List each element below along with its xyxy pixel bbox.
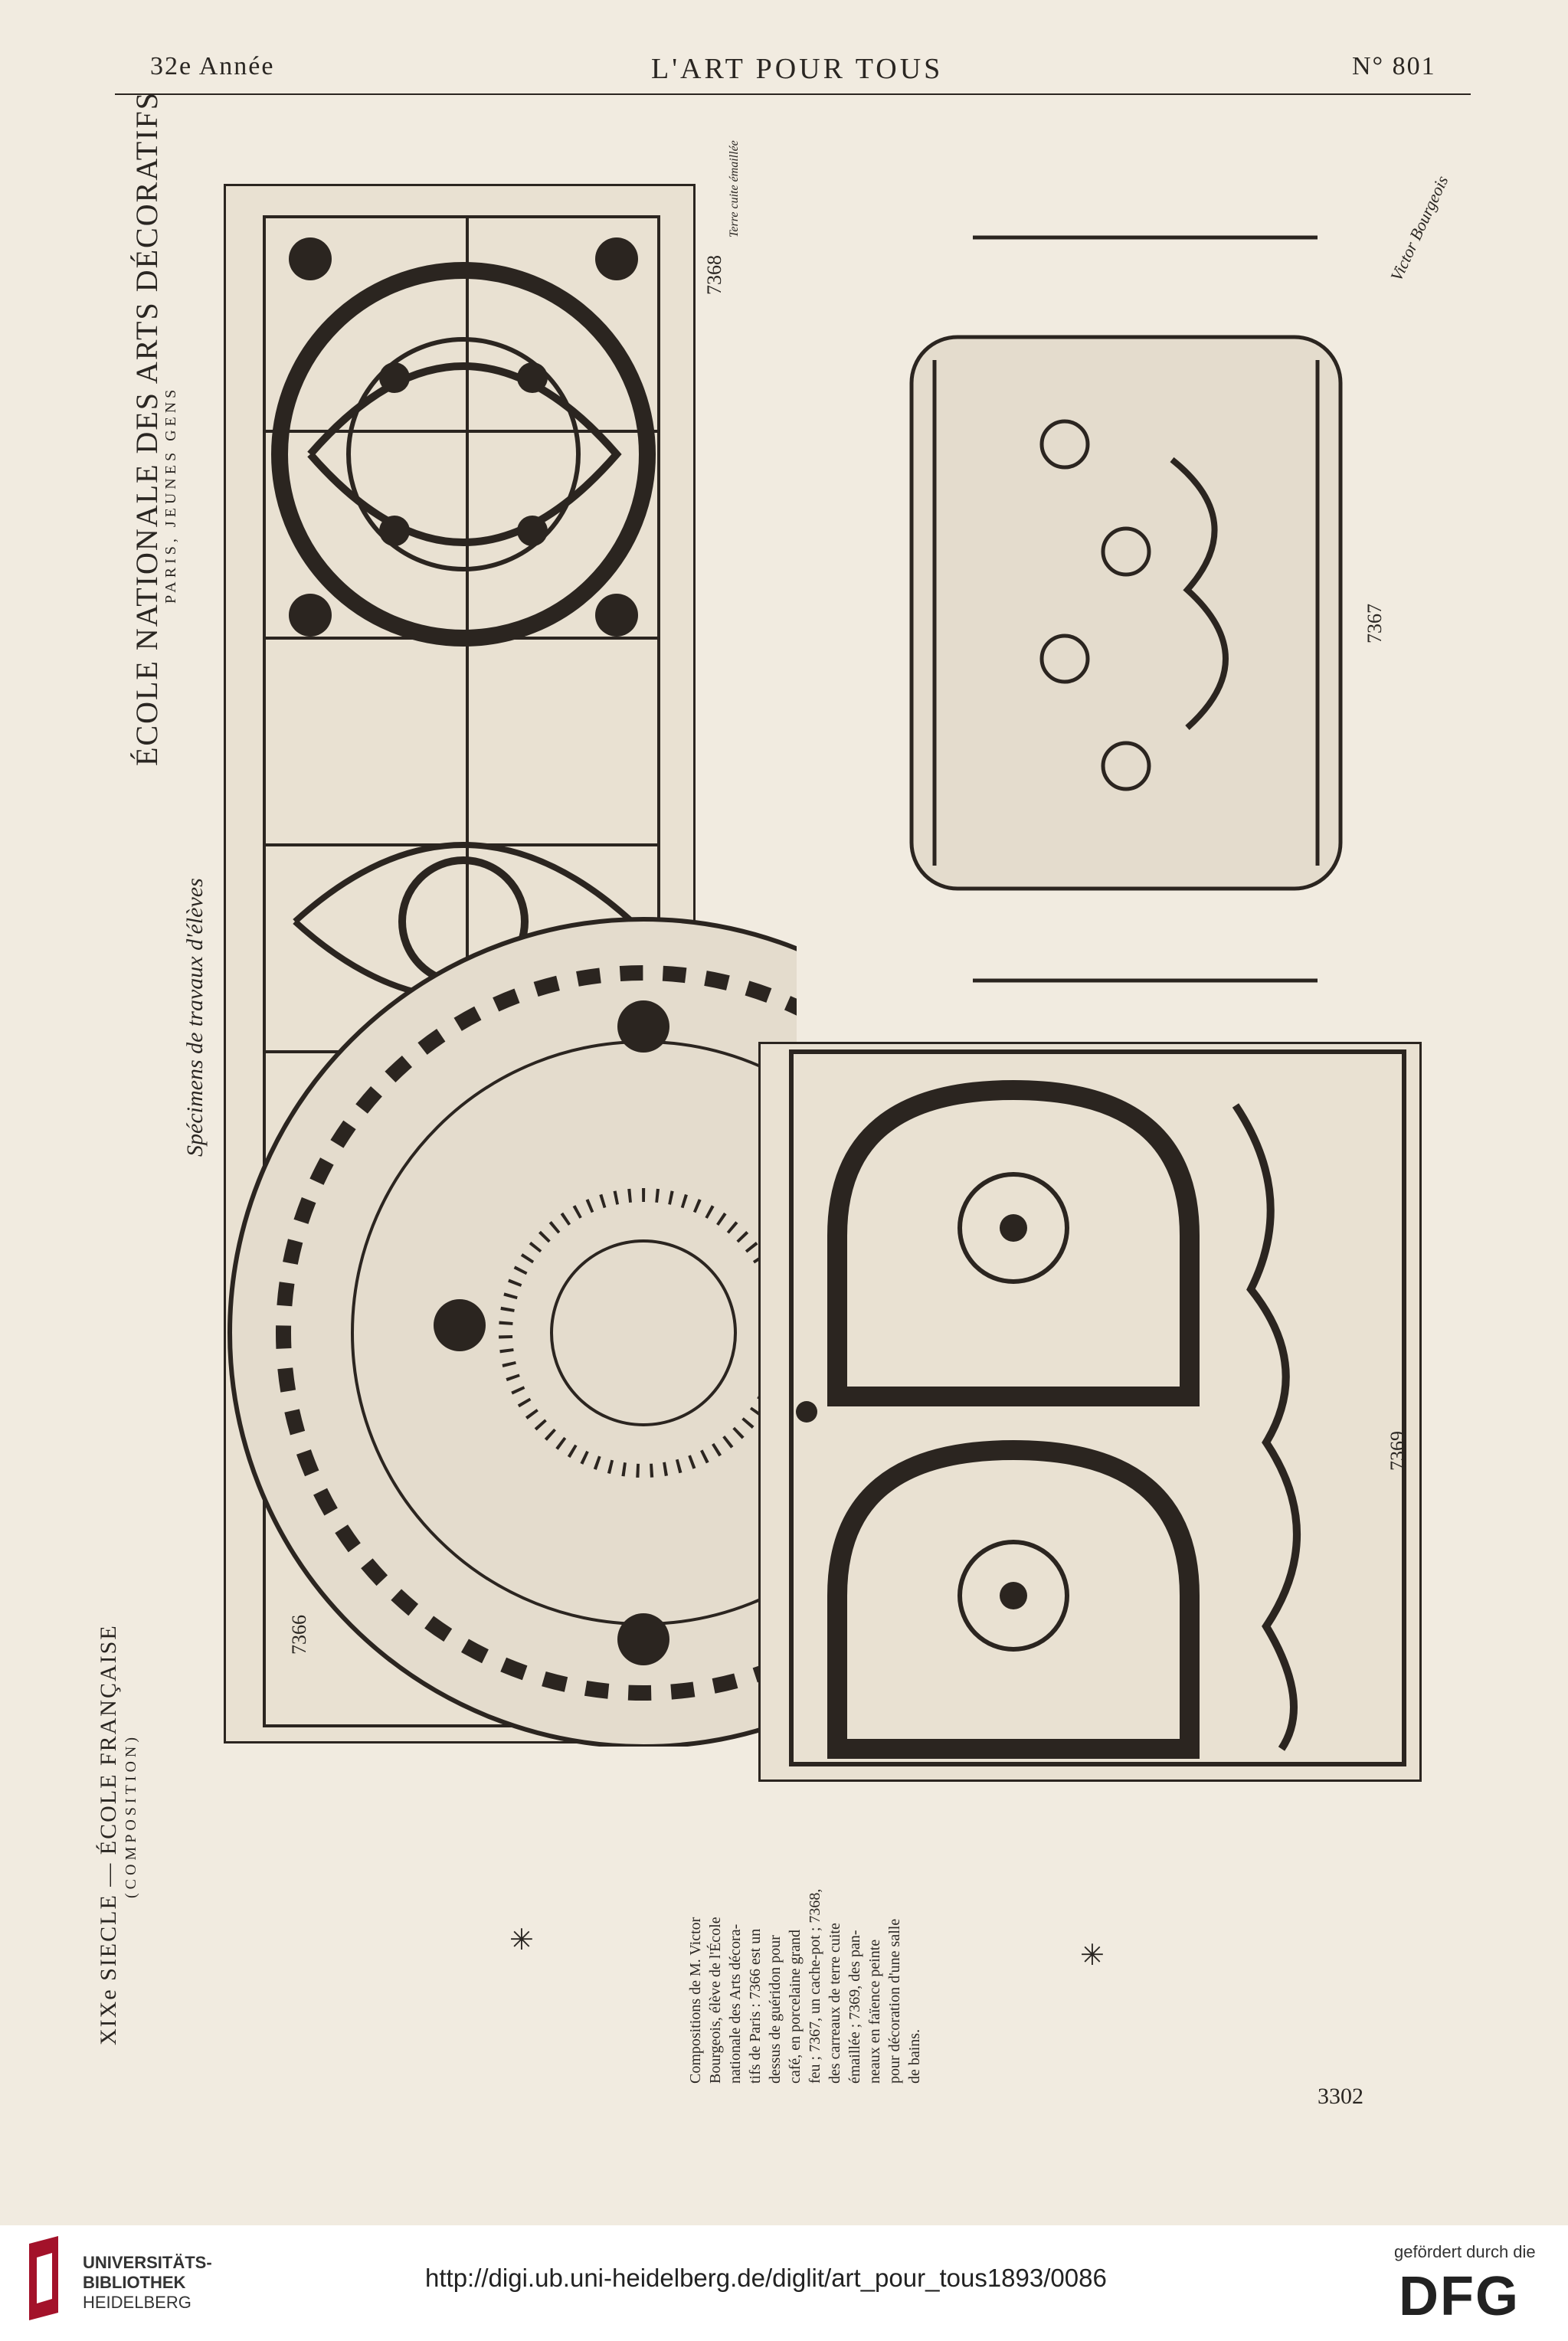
library-name [83, 2253, 212, 2313]
library-line-2: BIBLIOTHEK [83, 2273, 186, 2292]
plate-number-7366: 7366 [288, 1615, 310, 1655]
caption-line: neaux en faïence peinte [866, 1939, 883, 2084]
library-logo-icon [21, 2236, 66, 2320]
library-line-3: HEIDELBERG [83, 2293, 191, 2312]
cache-pot-illustration [789, 230, 1394, 1026]
caption-block [686, 1747, 925, 2084]
school-title: ÉCOLE NATIONALE DES ARTS DÉCORATIFS [129, 91, 164, 766]
caption-line: Bourgeois, élève de l'École [707, 1917, 724, 2084]
source-url-link[interactable]: http://digi.ub.uni-heidelberg.de/diglit/art_pour_tous1893/0086 [425, 2264, 1107, 2292]
plate-number-7369: 7369 [1386, 1431, 1409, 1471]
header-rule [115, 93, 1471, 95]
section-title: Spécimens de travaux d'élèves [182, 878, 208, 1157]
caption-line: émaillée ; 7369, des pan- [846, 1930, 863, 2084]
caption-line: feu ; 7367, un cache-pot ; 7368, [807, 1888, 823, 2084]
caption-line: tifs de Paris : 7366 est un [747, 1928, 764, 2084]
journal-title: L'ART POUR TOUS [651, 53, 944, 85]
library-line-1: UNIVERSITÄTS- [83, 2253, 212, 2272]
caption-line: café, en porcelaine grand [787, 1930, 804, 2084]
year-label: 32e Année [150, 52, 275, 80]
caption-line: pour décoration d'une salle [886, 1918, 903, 2084]
caption-line: des carreaux de terre cuite [827, 1923, 843, 2084]
cache-pot-plate [789, 230, 1394, 1026]
plate-number-7367: 7367 [1363, 604, 1386, 643]
plate-number-7368: 7368 [703, 255, 725, 295]
asterisk-left: ✳ [509, 1924, 534, 1956]
composition-label: (COMPOSITION) [123, 1734, 139, 1898]
funded-by-label: gefördert durch die [1394, 2242, 1536, 2261]
faience-panel-illustration [761, 1044, 1419, 1779]
caption-line: de bains. [906, 2028, 923, 2084]
faience-panel-plate [758, 1042, 1422, 1782]
school-subtitle: PARIS, JEUNES GENS [162, 385, 179, 604]
page-number: 3302 [1318, 2084, 1363, 2109]
footer-bar [0, 2225, 1568, 2341]
artist-signature: Victor Bourgeois [1386, 172, 1452, 284]
dfg-logo: DFG [1399, 2266, 1520, 2327]
caption-line: nationale des Arts décora- [727, 1924, 744, 2084]
caption-line: dessus de guéridon pour [767, 1935, 784, 2084]
issue-number: N° 801 [1352, 52, 1436, 80]
caption-line: Compositions de M. Victor [687, 1917, 704, 2084]
century-title: XIXe SIECLE — ÉCOLE FRANÇAISE [96, 1624, 121, 2045]
terre-cuite-label: Terre cuite émaillée [728, 140, 741, 237]
asterisk-right: ✳ [1080, 1940, 1105, 1972]
